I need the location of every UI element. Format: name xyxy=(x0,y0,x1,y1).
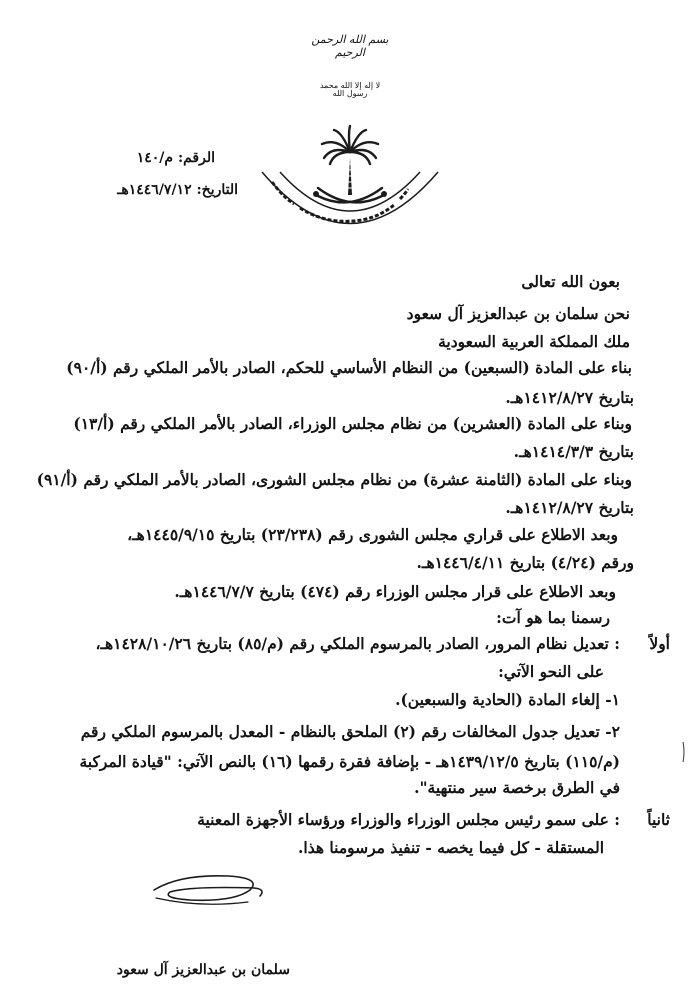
second-clause-line-1: : على سمو رئيس مجلس الوزراء والوزراء ورؤساء الأجهزة المعنية xyxy=(197,810,620,829)
shahada-calligraphy: لا إله إلا الله محمد رسول الله xyxy=(319,81,381,98)
reference-label: الرقم: xyxy=(177,150,215,166)
preamble-4-line-1: وبعد الاطلاع على قراري مجلس الشورى رقم (٢٣/٢٣٨) بتاريخ ١٤٤٥/٩/١٥هـ، xyxy=(127,525,618,544)
document-date xyxy=(117,182,238,198)
signer-name: سلمان بن عبدالعزيز آل سعود xyxy=(116,962,290,978)
preamble-5: وبعد الاطلاع على قرار مجلس الوزراء رقم (٤٧٤) بتاريخ ١٤٤٦/٧/٧هـ. xyxy=(174,582,616,601)
date-label: التاريخ: xyxy=(196,182,238,198)
basmala-text: بسم الله الرحمن الرحيم xyxy=(311,33,389,59)
preamble-1-line-1: بناء على المادة (السبعين) من النظام الأساسي للحكم، الصادر بالأمر الملكي رقم (أ/٩٠) xyxy=(66,358,632,377)
preamble-4-line-2: ورقم (٤/٢٤) بتاريخ ١٤٤٦/٤/١١هـ. xyxy=(416,553,634,572)
date-value: ١٤٤٦/٧/١٢هـ xyxy=(117,182,192,198)
first-clause-line-1: : تعديل نظام المرور، الصادر بالمرسوم الملكي رقم (م/٨٥) بتاريخ ١٤٢٨/١٠/٢٦هـ، xyxy=(95,634,620,653)
opening-invocation: بعون الله تعالى xyxy=(521,272,620,291)
reference-value: م/١٤٠ xyxy=(136,150,174,166)
king-name-line: نحن سلمان بن عبدالعزيز آل سعود xyxy=(406,304,630,323)
second-clause-line-2: المستقلة - كل فيما يخصه - تنفيذ مرسومنا هذا. xyxy=(298,838,604,857)
preamble-3-line-1: وبناء على المادة (الثامنة عشرة) من نظام مجلس الشورى، الصادر بالأمر الملكي رقم (أ/٩١) xyxy=(36,470,632,489)
second-clause-label: ثانياً xyxy=(647,810,670,829)
preamble-2-line-1: وبناء على المادة (العشرين) من نظام مجلس الوزراء، الصادر بالأمر الملكي رقم (أ/١٣) xyxy=(73,414,632,433)
decree-intro: رسمنا بما هو آت: xyxy=(496,608,610,627)
amendment-item-1: ١- إلغاء المادة (الحادية والسبعين). xyxy=(395,690,620,709)
handwritten-signature xyxy=(150,868,270,914)
preamble-1-line-2: بتاريخ ١٤١٢/٨/٢٧هـ. xyxy=(505,388,634,407)
amendment-item-2-line-3: في الطرق برخصة سير منتهية". xyxy=(414,778,620,797)
preamble-3-line-2: بتاريخ ١٤١٢/٨/٢٧هـ. xyxy=(505,498,634,517)
reference-number xyxy=(137,150,215,166)
amendment-item-2-line-2: (م/١١٥) بتاريخ ١٤٣٩/١٢/٥هـ - بإضافة فقرة رقمها (١٦) بالنص الآتي: "قيادة المركبة xyxy=(79,752,620,771)
first-clause-line-2: على النحو الآتي: xyxy=(498,662,604,681)
scan-mark xyxy=(680,740,688,764)
preamble-2-line-2: بتاريخ ١٤١٤/٣/٣هـ. xyxy=(513,442,634,461)
amendment-item-2-line-1: ٢- تعديل جدول المخالفات رقم (٢) الملحق بالنظام - المعدل بالمرسوم الملكي رقم xyxy=(80,722,620,741)
king-title-line: ملك المملكة العربية السعودية xyxy=(438,332,630,351)
saudi-emblem-icon xyxy=(250,100,450,245)
first-clause-label: أولاً xyxy=(649,634,670,653)
